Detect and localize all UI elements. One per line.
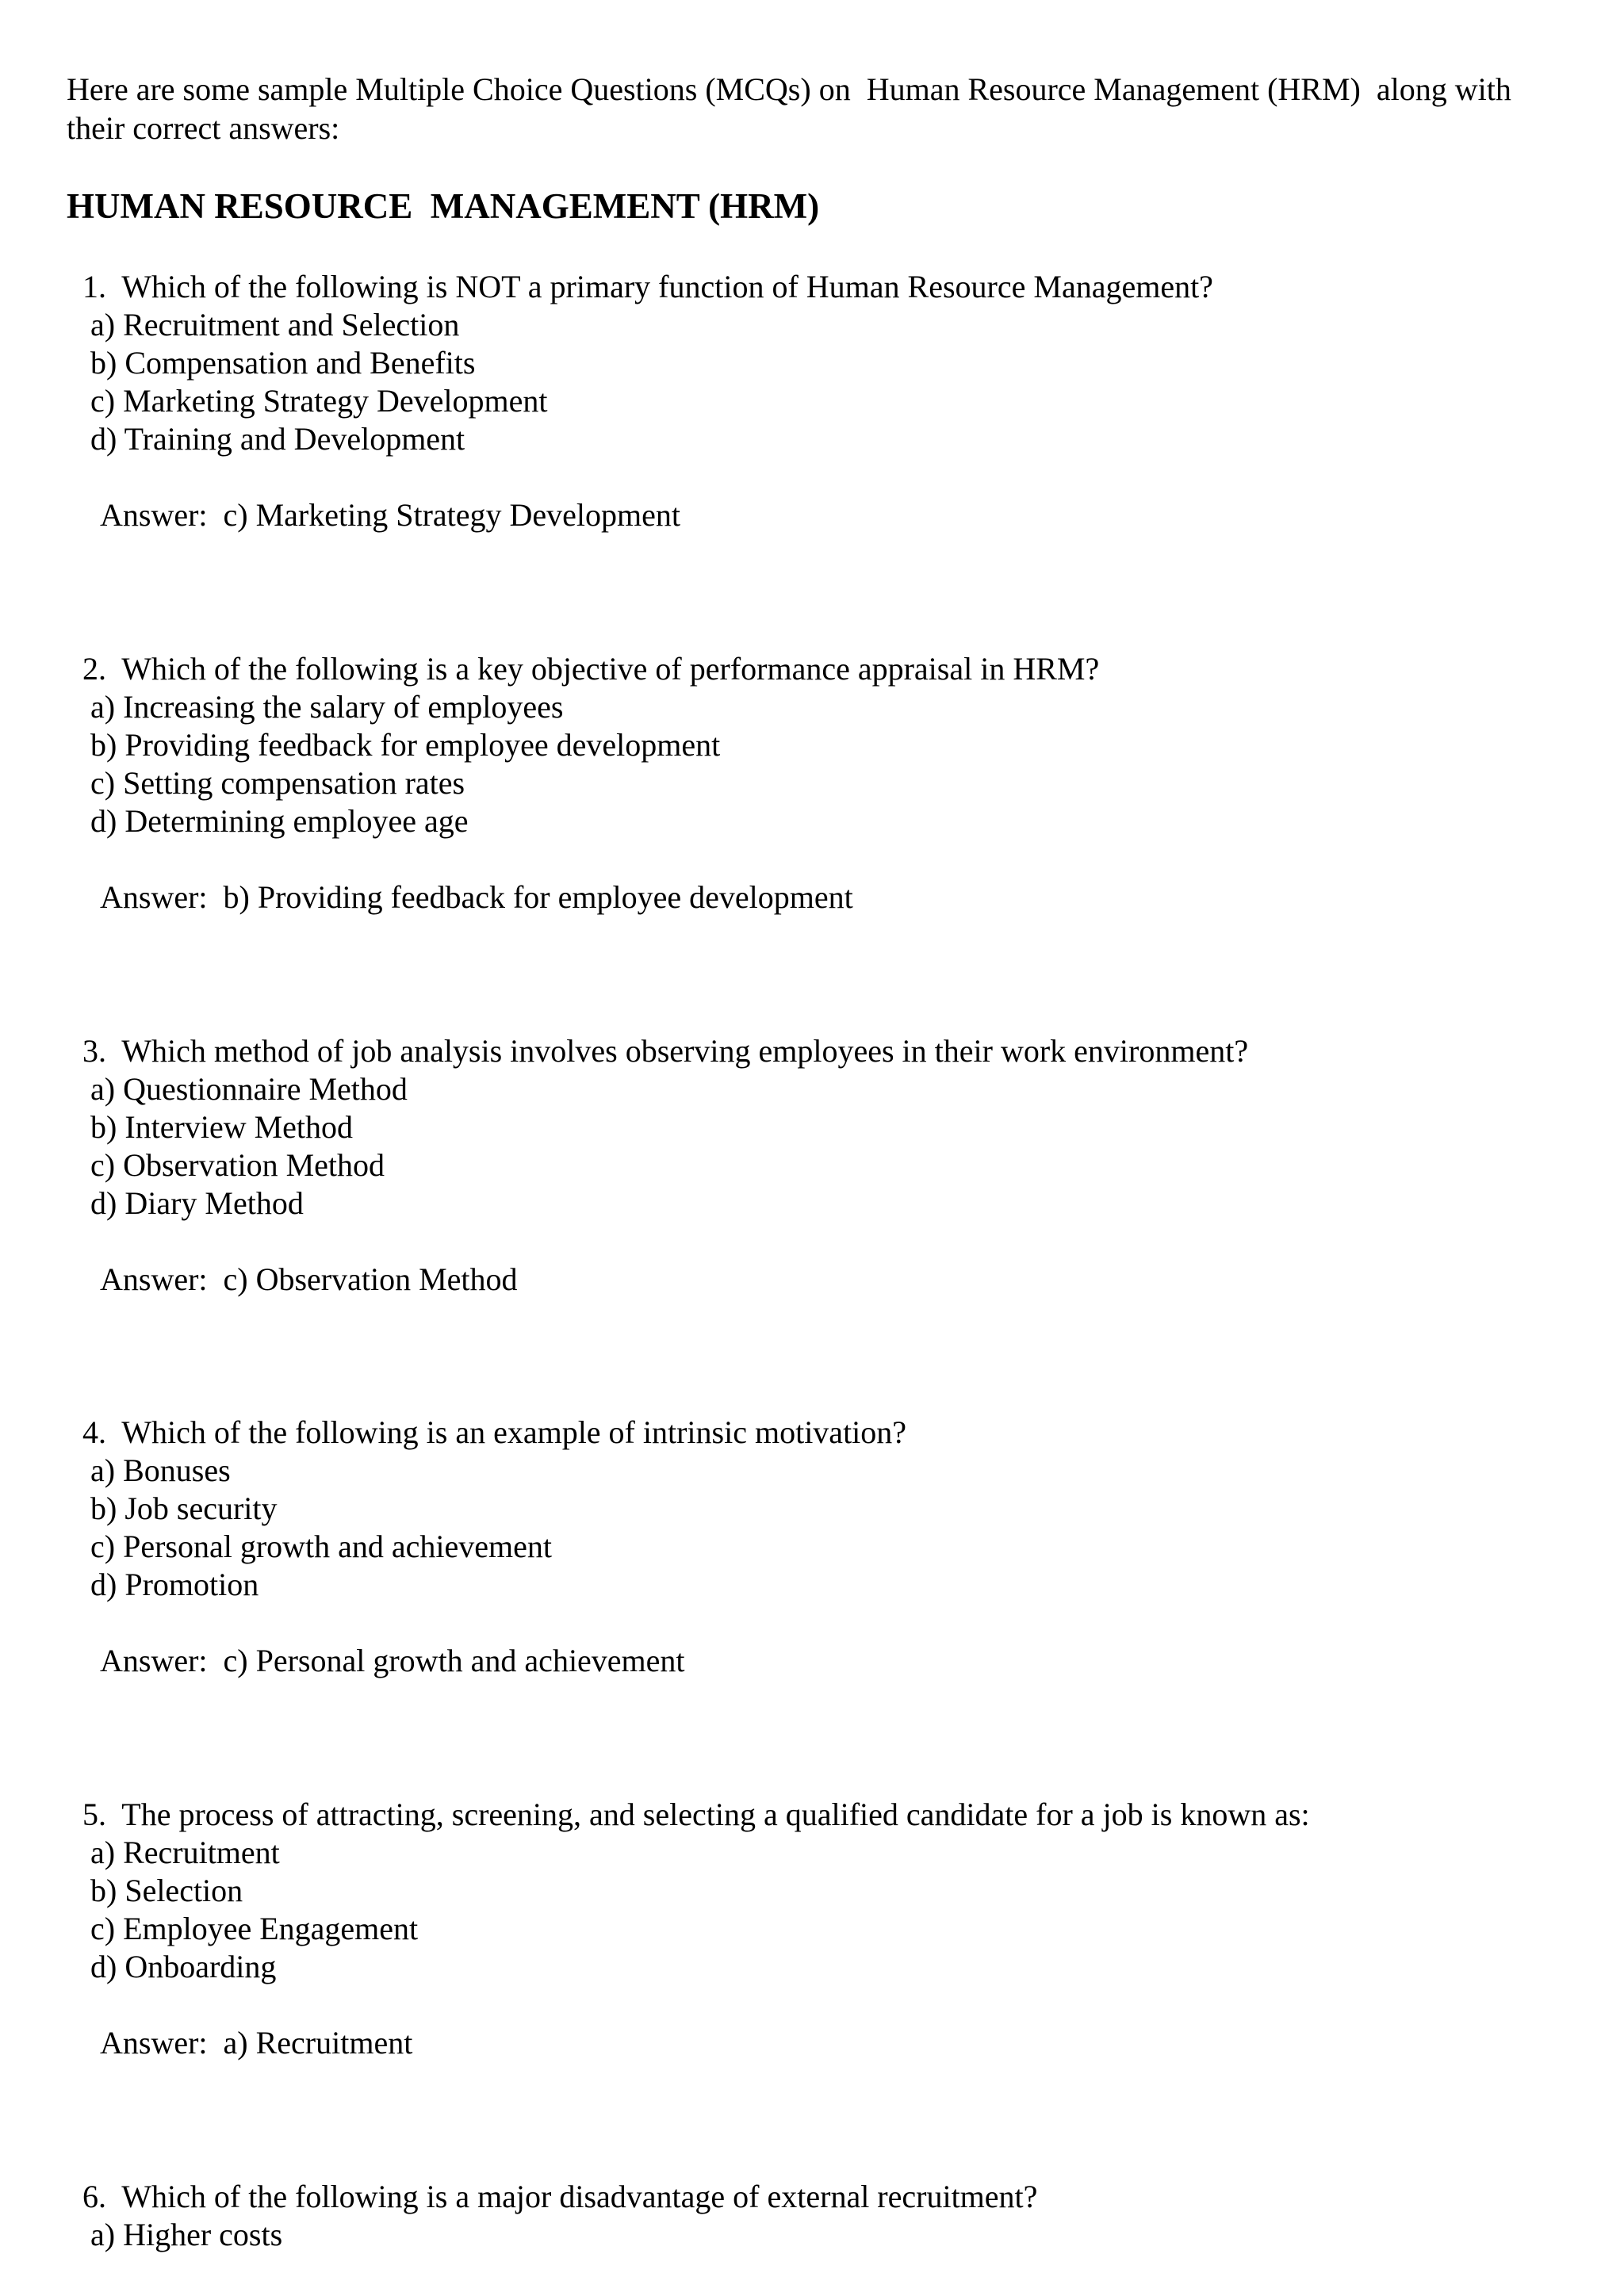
option-b: b) Interview Method [90,1109,354,1145]
option-c: c) Marketing Strategy Development [90,383,548,419]
option-a: a) Recruitment [90,1835,280,1870]
question-text: 4. Which of the following is an example of intrinsic motivation? [82,1414,907,1450]
question-text: 2. Which of the following is a key objective of performance appraisal in HRM? [82,651,1100,687]
option-c: c) Observation Method [90,1147,385,1183]
answer-line: Answer: c) Personal growth and achievement [100,1643,685,1678]
answer-line: Answer: b) Providing feedback for employee development [100,879,853,915]
option-b: b) Selection [90,1873,243,1908]
page-title: HUMAN RESOURCE MANAGEMENT (HRM) [67,186,820,226]
question-text: 6. Which of the following is a major disadvantage of external recruitment? [82,2179,1038,2214]
option-d: d) Diary Method [90,1185,304,1221]
option-a: a) Recruitment and Selection [90,307,460,342]
answer-line: Answer: c) Marketing Strategy Development [100,497,681,533]
option-c: c) Personal growth and achievement [90,1529,553,1564]
question-text: 1. Which of the following is NOT a primary function of Human Resource Management? [82,269,1213,304]
option-d: d) Onboarding [90,1949,277,1984]
question-text: 5. The process of attracting, screening, and selecting a qualified candidate for a job is known as: [82,1797,1310,1832]
option-c: c) Setting compensation rates [90,765,465,801]
option-a: a) Higher costs [90,2217,283,2252]
option-a: a) Bonuses [90,1452,231,1488]
option-d: d) Determining employee age [90,803,469,839]
option-a: a) Questionnaire Method [90,1071,408,1107]
question-block-2 [82,650,1573,916]
question-block-1 [82,268,1573,534]
question-block-5 [82,1796,1573,2062]
option-a: a) Increasing the salary of employees [90,689,564,725]
option-d: d) Promotion [90,1567,259,1602]
option-d: d) Training and Development [90,421,465,457]
question-block-4 [82,1414,1573,1680]
option-b: b) Job security [90,1490,278,1526]
option-b: b) Providing feedback for employee development [90,727,721,763]
intro-paragraph: Here are some sample Multiple Choice Questions (MCQs) on Human Resource Management (HRM) along with their correct answers: [67,71,1519,146]
question-text: 3. Which method of job analysis involves observing employees in their work environment? [82,1033,1249,1069]
answer-line: Answer: c) Observation Method [100,1261,518,1297]
option-c: c) Employee Engagement [90,1911,419,1946]
question-block-6 [82,2178,1573,2254]
answer-line: Answer: a) Recruitment [100,2025,413,2061]
question-block-3 [82,1032,1573,1299]
option-b: b) Compensation and Benefits [90,345,476,381]
